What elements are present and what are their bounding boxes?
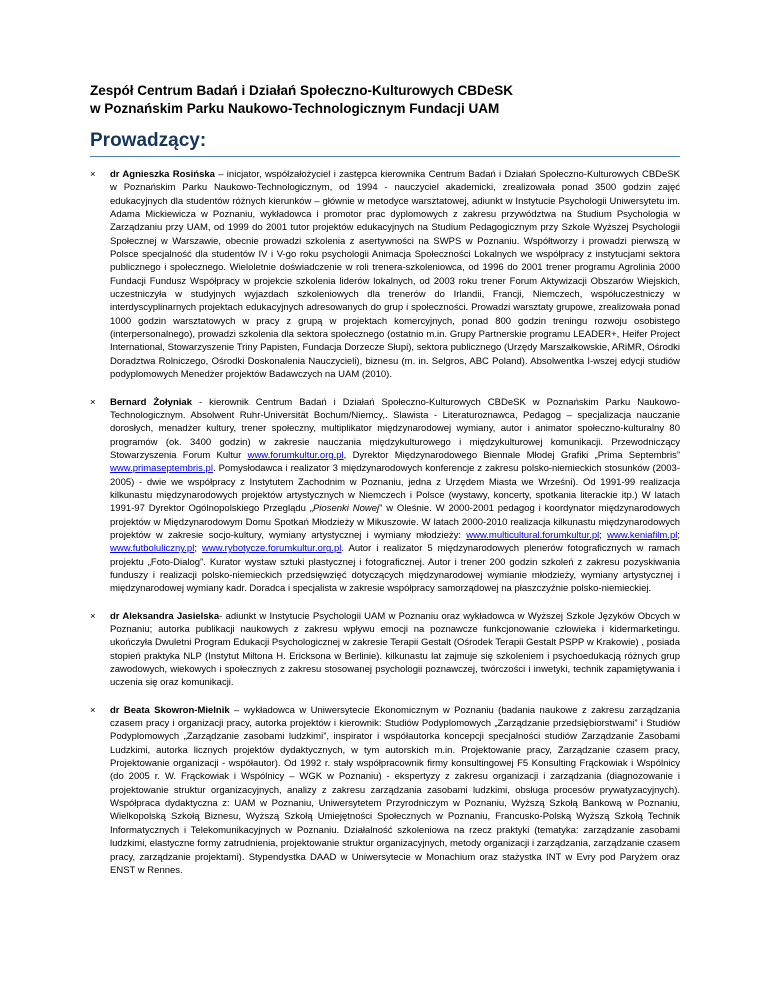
link-multicultural[interactable]: www.multicultural.forumkultur.pl [466,529,600,541]
cross-bullet-icon: × [90,169,96,180]
link-primaseptembris[interactable]: www.primaseptembris.pl [110,463,213,475]
person-bio-part: . Pomysłodawca i realizator 3 międzynarodowych konferencje z zakresu polsko-niemieckich stosunków (2003-2005) - dwie we współpracy z Instytutem Zachodnim w Poznaniu, jedna z Urzędem Miasta we Wrześni). Od 1991-99 realizacja kilkunastu międzynarodowych projektów artystycznych w Niemczech i Polsce (wystawy, koncerty, spotkania literackie itp.) W latach 1991-97 Dyrektor Ogólnopolskiego Przeglądu „ [110,463,680,515]
list-item-rosinska [90,168,680,382]
instructor-list [90,168,680,891]
link-futboluliczny[interactable]: www.futboluliczny.pl [110,543,195,555]
link-separator: ; [677,529,680,541]
person-bio: – inicjator, współzałożyciel i zastępca kierownika Centrum Badań i Działań Społeczno-Kulturowych CBDeSK w Poznańskim Parku Naukowo-Technologicznym, od 1994 - nauczyciel akademicki, zrealizowała ponad 3500 godzin zajęć edukacyjnych dla studentów różnych kierunków – głównie w metodyce warsztatowej, adiunkt w Instytucie Psychologii Uniwersytetu im. Adama Mickiewicza w Poznaniu, wykładowca i promotor prac dyplomowych z zakresu przywództwa na Studium Psychologia w Zarządzaniu przy UAM, od 1999 do 2001 tutor projektów edukacyjnych na Studium Pedagogicznym przy Szkole Wyższej Psychologii Społecznej w Warszawie, obecnie prowadzi szkolenia z asertywności na SWPS w Poznaniu. Współtworzy i prowadzi pierwszą w Polsce specjalność dla studentów IV i V-go roku psychologii Animacja Społeczności Lokalnych we współpracy z instytucjami sektora publicznego i społecznego. Wieloletnie doświadczenie w roli trenera-szkoleniowca, od 1996 do 2001 trener programu Agrolinia 2000 Fundacji Fundusz Współpracy w projekcie szkolenia liderów lokalnych, od 2003 roku trener Forum Aktywizacji Obszarów Wiejskich, uczestniczyła w studyjnych wyjazdach szkoleniowych dla trenerów do Irlandii, Francji, Niemczech, współuczestniczy w interdyscyplinarnych projektach edukacyjnych adresowanych do grup i społeczności. Prowadzi warsztaty grupowe, zrealizowała ponad 1000 godzin warsztatowych w pracy z grupą w projektach komercyjnych, ponad 800 godzin treningu rozwoju osobistego (interpersonalnego), prowadzi szkolenia dla sektora społecznego (ostatnio m.in. Grupy Partnerskie programu LEADER+, Heifer Project International, Stowarzyszenie Triny Papisten, Fundacja Dorzecze Słupi), sektora publicznego (Urzędy Marszałkowskie, ARiMR, Ośrodki Doradztwa Rolniczego, Ośrodki Doskonalenia Nauczycieli), biznesu (m. in. Selgros, ABC Poland). Absolwentka I-wszej edycji studiów podyplomowych Menedżer projektów Badawczych na UAM (2010). [110,169,680,381]
cross-bullet-icon: × [90,704,96,716]
person-name: dr Aleksandra Jasielska [110,610,220,622]
organization-line-2: w Poznańskim Parku Naukowo-Technologicznym Fundacji UAM [90,101,500,116]
person-name: Bernard Żołyniak [110,396,192,408]
person-bio: – wykładowca w Uniwersytecie Ekonomicznym w Poznaniu (badania naukowe z zakresu zarządzania czasem pracy i organizacji pracy, autorka projektów i kierownik: Studiów Podyplomowych „Zarządzanie przedsiębiorstwami” i Studiów Podyplomowych „Zarządzanie zasobami ludzkimi”, inspirator i współautorka koncepcji specjalności studiów Zarządzanie Zasobami Ludzkimi, autorka licznych projektów dydaktycznych, w tym autorskich m.in. Projektowanie pracy, Zarządzanie czasem pracy, Projektowanie organizacji - współautor). Od 1992 r. stały współpracownik firmy konsultingowej F5 Konsulting Frąckowiak i Wspólnicy (do 2005 r. W. Frąckowiak i Wspólnicy – WGK w Poznaniu) - ekspertyzy z zakresu organizacji i zarządzania (diagnozowanie i projektowanie struktur organizacyjnych, analizy z zakresu zarządzania zasobami ludzkimi, obsługa procesów prywatyzacyjnych). Współpraca dydaktyczna z: UAM w Poznaniu, Uniwersytetem Przyrodniczym w Poznaniu, Wyższą Szkołą Bankową w Poznaniu, Wielkopolską Szkołą Biznesu, Wyższą Szkołą Umiejętności Społecznych w Poznaniu, Francusko-Polską Wyższą Szkołą Technik Informatycznych i Telekomunikacyjnych w Poznaniu. Działalność szkoleniowa na rzecz praktyki (tematyka: zarządzanie zasobami ludzkimi, elastyczne formy zatrudnienia, projektowanie struktur organizacyjnych, metody organizacji i zarządzania, zarządzanie czasem pracy, zarządzanie projektami). Stypendystka DAAD w Uniwersytecie w Monachium oraz stażystka INT w Evry pod Paryżem oraz ENST w Rennes. [110,704,680,876]
list-item-jasielska [90,610,680,690]
link-forumkultur[interactable]: www.forumkultur.org.pl [247,449,344,461]
link-separator: ; [194,543,202,555]
section-heading: Prowadzący: [90,130,207,151]
person-bio-part: . Autor i realizator 5 międzynarodowych plenerów fotograficznych w ramach projektu „Foto-Dialog”. Kurator wystaw sztuki plastycznej i fotograficznej. Autor i trener 200 godzin szkoleń z zakresu pozyskiwania funduszy i realizacji polsko-niemieckich przedsięwzięć dotyczących międzynarodowej wymianie młodzieży, wymiany artystycznej i międzynarodowej wymiany kadr. Doradca i specjalista w zakresie współpracy samorządowej na płaszczyźnie polsko-niemieckiej. [110,543,681,595]
organization-line-1: Zespół Centrum Badań i Działań Społeczno-Kulturowych CBDeSK [90,83,514,98]
organization-title [90,82,690,118]
link-separator: ; [599,529,608,541]
list-item-zolyniak [90,396,680,596]
person-bio-part: , Dyrektor Międzynarodowego Biennale Młodej Grafiki „Prima Septembris” [343,449,680,461]
person-bio-part: ” w Oleśnie. W 2000-2001 pedagog i koordynator międzynarodowych projektów w Międzynarodowym Domu Spotkań Młodzieży w Mikuszowie. W latach 2000-2010 realizacja kilkunastu międzynarodowych projektów w zakresie socjo-kultury, wymiany artystycznej i wymiany młodzieży: [110,503,680,541]
link-rybotycze[interactable]: www.rybotycze.forumkultur.org.pl [201,543,342,555]
heading-underline [90,156,680,157]
person-name: dr Agnieszka Rosińska [110,169,215,180]
person-name: dr Beata Skowron-Mielnik [110,704,230,716]
cross-bullet-icon: × [90,396,96,408]
festival-title: Piosenki Nowej [312,503,380,515]
person-bio: - adiunkt w Instytucie Psychologii UAM w Poznaniu oraz wykładowca w Wyższej Szkole Języków Obcych w Poznaniu; autorka publikacji naukowych z zakresu wpływu emocji na poznawcze funkcjonowanie człowieka i kidermarketingu. ukończyła Dwuletni Program Edukacji Psychologicznej w zakresie Terapii Gestalt (Ośrodek Terapii Gestalt PSPP w Krakowie) , posiada stopień praktyka NLP (Instytut Miltona H. Ericksona w Berlinie). kilkunastu lat zajmuje się szkoleniem i psychoedukacją różnych grup zawodowych, wiekowych i społecznych z zakresu stosowanej psychologii poznawczej, twórczości i inwetyki, technik zapamiętywania i uczenia się oraz komunikacji. [110,610,680,689]
cross-bullet-icon: × [90,610,96,622]
list-item-skowron-mielnik [90,704,680,877]
link-keniafilm[interactable]: www.keniafilm.pl [607,529,678,541]
person-bio-part: - kierownik Centrum Badań i Działań Społeczno-Kulturowych CBDeSK w Poznańskim Parku Naukowo-Technologicznym. Absolwent Ruhr-Universität Bochum/Niemcy,. Slawista - Literaturoznawca, Pedagog – specjalizacja nauczanie dorosłych, menadżer kultury, trener społeczny, multiplikator międzynarodowej wymiany, autor i animator społeczno-kulturalny 80 programów (ok. 3400 godzin) w zakresie nauczania międzykulturowego i międzykulturowej komunikacji. Przewodniczący Stowarzyszenia Forum Kultur [110,396,680,461]
